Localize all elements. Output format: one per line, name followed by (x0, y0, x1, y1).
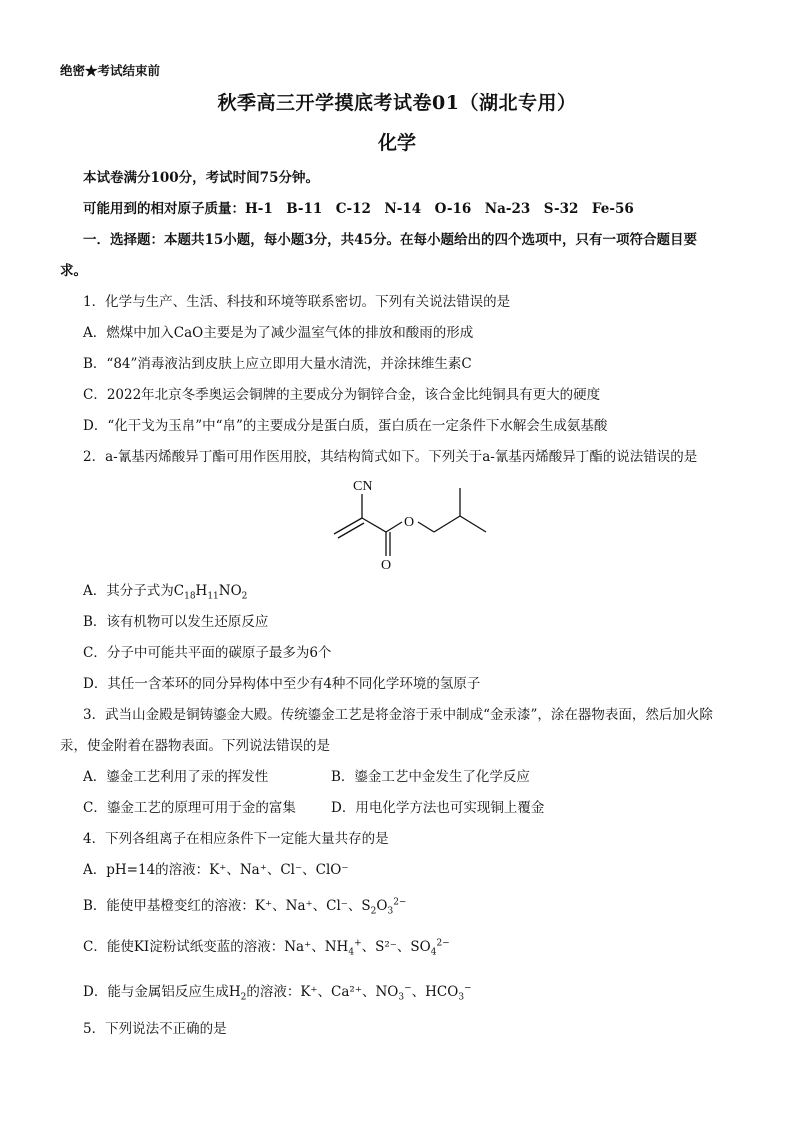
q2-a-h-label: H (195, 583, 208, 599)
q2-a-h-count: 11 (207, 591, 219, 602)
vinyl-double-bond (338, 523, 364, 538)
q1-option-a: A．燃煤中加入CaO主要是为了减少温室气体的排放和酸雨的形成 (83, 325, 474, 341)
q4-b-prefix: B．能使甲基橙变红的溶液：K⁺、Na⁺、Cl⁻、S (83, 898, 371, 914)
q4-d-no3-sub: 3 (398, 992, 405, 1003)
q4-d-h2-sub: 2 (240, 992, 247, 1003)
q4-d-hco3-charge: − (464, 983, 472, 994)
q4-d-no3-charge: − (404, 983, 412, 994)
q4-stem: 4．下列各组离子在相应条件下一定能大量共存的是 (83, 831, 389, 847)
q3-option-c: C．鎏金工艺的原理可用于金的富集 (83, 800, 296, 816)
q4-option-c (83, 938, 450, 956)
q2-option-b: B．该有机物可以发生还原反应 (83, 614, 269, 630)
carbonyl-oxygen-label: O (381, 558, 392, 572)
section-heading-line1: 一．选择题：本题共15小题，每小题3分，共45分。在每小题给出的四个选项中，只有一项符合题目要 (83, 232, 697, 248)
subject-title: 化学 (377, 132, 416, 154)
chain-bond-2 (460, 516, 486, 532)
q4-c-prefix: C．能使KI淀粉试纸变蓝的溶液：Na⁺、NH (83, 939, 349, 955)
q3-stem-line1: 3．武当山金殿是铜铸鎏金大殿。传统鎏金工艺是将金溶于汞中制成“金汞漆”，涂在器物表面，然后加火除 (83, 707, 713, 723)
q1-option-d: D．“化干戈为玉帛”中“帛”的主要成分是蛋白质，蛋白质在一定条件下水解会生成氨基酸 (83, 418, 608, 434)
q2-option-d: D．其任一含苯环的同分异构体中至少有4种不同化学环境的氢原子 (83, 676, 481, 692)
q1-option-c: C．2022年北京冬季奥运会铜牌的主要成分为铜锌合金，该合金比纯铜具有更大的硬度 (83, 387, 601, 403)
score-time-note: 本试卷满分100分，考试时间75分钟。 (83, 170, 319, 186)
q4-b-sub2: 3 (387, 906, 394, 917)
q4-c-so4-sub: 4 (430, 947, 437, 958)
q4-c-so4-charge: 2− (436, 938, 450, 949)
q2-a-prefix: A．其分子式为C (83, 583, 185, 599)
ester-oxygen-label: O (404, 515, 415, 530)
q4-option-d (83, 983, 472, 1001)
q2-option-c: C．分子中可能共平面的碳原子最多为6个 (83, 645, 332, 661)
q2-stem: 2．a-氰基丙烯酸异丁酯可用作医用胶，其结构简式如下。下列关于a-氰基丙烯酸异丁酯的说法错误的是 (83, 449, 698, 465)
chain-bond-1 (434, 516, 460, 532)
carbonyl-carbon-bond (362, 518, 386, 532)
cyanoacrylate-structure-diagram (320, 476, 500, 572)
ester-bond-2 (418, 522, 434, 532)
q5-stem: 5．下列说法不正确的是 (83, 1021, 227, 1037)
q1-stem: 1．化学与生产、生活、科技和环境等联系密切。下列有关说法错误的是 (83, 294, 511, 310)
q4-option-a: A．pH=14的溶液：K⁺、Na⁺、Cl⁻、ClO⁻ (83, 862, 349, 878)
q3-option-a: A．鎏金工艺利用了汞的挥发性 (83, 769, 269, 785)
q2-a-o-count: 2 (241, 591, 248, 602)
cn-label: CN (353, 479, 373, 494)
section-heading-line2: 求。 (60, 263, 87, 279)
q4-b-sub1: 2 (370, 906, 377, 917)
q1-option-b: B．“84”消毒液沾到皮肤上应立即用大量水清洗，并涂抹维生素C (83, 356, 472, 372)
q4-option-b (83, 897, 406, 915)
q4-d-hco: 、HCO (411, 984, 459, 1000)
q2-a-no: NO (218, 583, 242, 599)
q3-option-b: B．鎏金工艺中金发生了化学反应 (331, 769, 530, 785)
confidential-label: 绝密★考试结束前 (60, 63, 161, 78)
q2-option-a (83, 582, 247, 600)
q4-d-prefix: D．能与金属铝反应生成H (83, 984, 241, 1000)
q4-d-hco3-sub: 3 (458, 992, 465, 1003)
atomic-mass-note: 可能用到的相对原子质量：H-1 B-11 C-12 N-14 O-16 Na-23 S-32 Fe-56 (83, 201, 634, 217)
ester-bond-1 (386, 522, 402, 532)
q2-a-c-count: 18 (184, 591, 196, 602)
q4-c-nh4-charge: + (354, 938, 362, 949)
q3-option-d: D．用电化学方法也可实现铜上覆金 (331, 800, 545, 816)
q4-c-nh4-sub: 4 (348, 947, 355, 958)
q4-c-mid: 、S²⁻、SO (361, 939, 431, 955)
q4-b-charge: 2− (393, 897, 407, 908)
q3-stem-line2: 汞，使金附着在器物表面。下列说法错误的是 (60, 738, 330, 754)
q4-b-o: O (376, 898, 388, 914)
exam-title: 秋季高三开学摸底考试卷01（湖北专用） (217, 92, 577, 114)
q4-d-mid: 的溶液：K⁺、Ca²⁺、NO (246, 984, 399, 1000)
